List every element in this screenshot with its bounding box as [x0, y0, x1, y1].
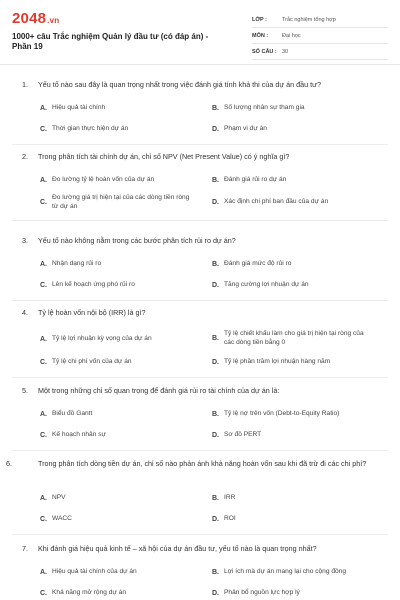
question-text — [6, 459, 398, 468]
option-text: Khả năng mở rộng dự án — [52, 589, 126, 596]
question-number: 5. — [22, 386, 28, 395]
option-c[interactable] — [40, 358, 210, 367]
question-number: 4. — [22, 308, 28, 317]
option-letter: D. — [212, 515, 219, 523]
option-letter: A. — [40, 568, 47, 576]
question-body: Trong phân tích tài chính dự án, chỉ số NPV (Net Present Value) có ý nghĩa gì? — [38, 152, 290, 161]
info-table — [252, 12, 388, 60]
info-value: Trắc nghiệm tổng hợp — [282, 16, 336, 23]
question-body: Khi đánh giá hiệu quả kinh tế – xã hội của dự án đầu tư, yếu tố nào là quan trọng nhất? — [38, 544, 317, 553]
option-text: ROI — [224, 515, 236, 522]
info-row-count — [252, 44, 388, 60]
question-body: Trong phân tích dòng tiền dự án, chỉ số nào phản ánh khả năng hoàn vốn sau khi đã trừ đi các chi phí? — [38, 459, 367, 468]
option-letter: A. — [40, 335, 47, 343]
info-label: SỐ CÂU : — [252, 48, 277, 55]
option-text: Tỷ lệ lợi nhuận kỳ vọng của dự án — [52, 335, 152, 342]
option-text: Thời gian thực hiện dự án — [52, 125, 129, 132]
option-letter: C. — [40, 199, 47, 207]
question-text — [22, 308, 382, 317]
option-text: Đo lường tỷ lệ hoàn vốn của dự án — [52, 176, 155, 183]
option-letter: C. — [40, 589, 47, 597]
page-title: 1000+ câu Trắc nghiệm Quản lý đầu tư (có đáp án) - Phần 19 — [12, 32, 209, 51]
option-letter: C. — [40, 125, 47, 133]
option-letter: B. — [212, 176, 219, 184]
info-row-subject — [252, 28, 388, 44]
divider — [12, 144, 388, 145]
option-letter: A. — [40, 494, 47, 502]
option-letter: A. — [40, 104, 47, 112]
option-a[interactable] — [40, 260, 210, 269]
option-text: Phân bổ nguồn lực hợp lý — [224, 589, 300, 596]
option-letter: A. — [40, 176, 47, 184]
logo-text: 2048 — [12, 10, 47, 27]
option-text: Xác định chi phí ban đầu của dự án — [224, 198, 329, 205]
option-text: Đánh giá rủi ro dự án — [224, 176, 287, 183]
option-b[interactable] — [212, 410, 382, 419]
option-letter: B. — [212, 335, 219, 343]
option-text: Tỷ lệ phần trăm lợi nhuận hàng năm — [224, 358, 331, 365]
info-value: Đại học — [282, 32, 301, 39]
info-label: LỚP : — [252, 16, 267, 23]
option-b[interactable] — [212, 494, 382, 503]
option-a[interactable] — [40, 176, 210, 185]
option-a[interactable] — [40, 568, 210, 577]
option-text: Tỷ lệ chiết khấu làm cho giá trị hiện tại ròng của các dòng tiền bằng 0 — [224, 330, 364, 346]
question-number: 3. — [22, 236, 28, 245]
info-value: 30 — [282, 48, 289, 55]
question-body: Yếu tố nào sau đây là quan trọng nhất trong việc đánh giá tính khả thi của dự án đầu tư? — [38, 80, 321, 89]
option-text: Đo lường giá trị hiện tại của các dòng tiền ròng từ dự án — [52, 194, 190, 210]
question-body: Một trong những chỉ số quan trọng để đánh giá rủi ro tài chính của dự án là: — [38, 386, 280, 395]
option-c[interactable] — [40, 515, 210, 524]
option-text: WACC — [52, 515, 72, 522]
divider — [12, 300, 388, 301]
option-text: Hiệu quả tài chính — [52, 104, 106, 111]
option-b[interactable] — [212, 568, 382, 577]
question-text — [22, 544, 382, 553]
option-b[interactable] — [212, 260, 382, 269]
question-body: Yếu tố nào không nằm trong các bước phân tích rủi ro dự án? — [38, 236, 236, 245]
option-text: Lợi ích mà dự án mang lại cho cộng đồng — [224, 568, 347, 575]
option-c[interactable] — [40, 431, 210, 440]
option-text: Đánh giá mức độ rủi ro — [224, 260, 292, 267]
option-letter: A. — [40, 410, 47, 418]
question-number: 7. — [22, 544, 28, 553]
option-letter: A. — [40, 260, 47, 268]
option-text: NPV — [52, 494, 66, 501]
question-number: 1. — [22, 80, 28, 89]
option-text: Sơ đồ PERT — [224, 431, 262, 438]
option-c[interactable] — [40, 589, 210, 598]
option-letter: C. — [40, 515, 47, 523]
info-row-class — [252, 12, 388, 28]
option-text: Biểu đồ Gantt — [52, 410, 93, 417]
option-d[interactable] — [212, 431, 382, 440]
option-text: Tăng cường lợi nhuận dự án — [224, 281, 309, 288]
option-letter: B. — [212, 568, 219, 576]
option-d[interactable] — [212, 358, 382, 367]
option-a[interactable] — [40, 410, 210, 419]
option-letter: D. — [212, 431, 219, 439]
option-text: Tỷ lệ chi phí vốn của dự án — [52, 358, 132, 365]
option-letter: C. — [40, 281, 47, 289]
option-d[interactable] — [212, 281, 382, 290]
option-a[interactable] — [40, 104, 210, 113]
option-text: IRR — [224, 494, 236, 501]
option-text: Nhận dạng rủi ro — [52, 260, 102, 267]
divider — [12, 377, 388, 378]
option-letter: C. — [40, 358, 47, 366]
option-letter: B. — [212, 410, 219, 418]
option-letter: D. — [212, 281, 219, 289]
option-c[interactable] — [40, 194, 190, 211]
option-text: Hiệu quả tài chính của dự án — [52, 568, 137, 575]
divider — [12, 450, 388, 451]
option-d[interactable] — [212, 589, 382, 598]
question-text — [22, 152, 382, 161]
option-letter: D. — [212, 589, 219, 597]
question-text — [22, 80, 382, 89]
option-d[interactable] — [212, 125, 382, 134]
option-b[interactable] — [212, 176, 382, 185]
divider — [12, 534, 388, 535]
option-letter: D. — [212, 198, 219, 206]
option-a[interactable] — [40, 494, 210, 503]
question-number: 2. — [22, 152, 28, 161]
option-c[interactable] — [40, 125, 210, 134]
option-text: Phạm vi dự án — [224, 125, 267, 132]
option-letter: B. — [212, 104, 219, 112]
option-d[interactable] — [212, 198, 382, 207]
option-d[interactable] — [212, 515, 382, 524]
option-letter: C. — [40, 431, 47, 439]
site-logo[interactable] — [12, 10, 59, 27]
question-text — [22, 236, 382, 245]
question-body: Tỷ lệ hoàn vốn nội bộ (IRR) là gì? — [38, 308, 146, 317]
option-letter: D. — [212, 358, 219, 366]
info-label: MÔN : — [252, 32, 269, 39]
option-letter: D. — [212, 125, 219, 133]
option-b[interactable] — [212, 104, 382, 113]
option-letter: B. — [212, 494, 219, 502]
option-text: Số lượng nhân sự tham gia — [224, 104, 305, 111]
question-text — [22, 386, 382, 395]
divider — [12, 220, 388, 221]
question-number: 6. — [6, 459, 12, 468]
option-text: Kế hoạch nhân sự — [52, 431, 106, 438]
option-a[interactable] — [40, 335, 210, 344]
option-text: Lên kế hoạch ứng phó rủi ro — [52, 281, 135, 288]
header — [0, 0, 400, 65]
option-b[interactable] — [212, 330, 372, 347]
option-text: Tỷ lệ nợ trên vốn (Debt-to-Equity Ratio) — [224, 410, 340, 417]
option-letter: B. — [212, 260, 219, 268]
logo-tld: .vn — [47, 16, 60, 25]
option-c[interactable] — [40, 281, 210, 290]
